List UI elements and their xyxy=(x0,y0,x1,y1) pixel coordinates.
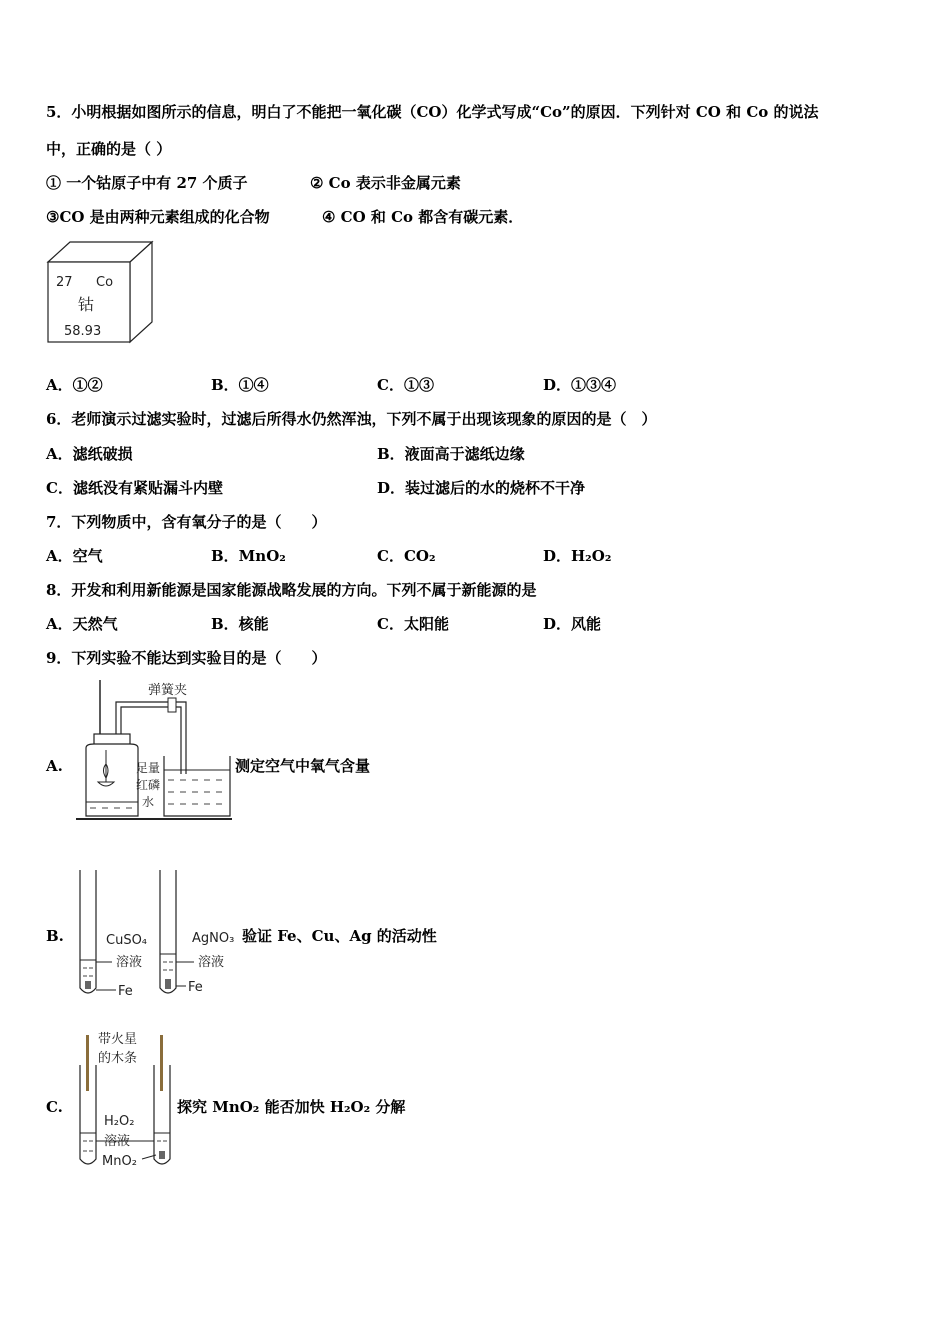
label-phosphorus: 红磷 xyxy=(136,778,161,792)
element-mass: 58.93 xyxy=(64,324,102,339)
q5-option-c[interactable]: C．①③ xyxy=(377,376,434,394)
q6-option-b[interactable]: B．液面高于滤纸边缘 xyxy=(377,445,525,463)
q6-option-a[interactable]: A．滤纸破损 xyxy=(46,445,133,463)
label-splint: 的木条 xyxy=(98,1051,138,1066)
label-water: 水 xyxy=(142,795,155,809)
q5-statement-1: ① 一个钴原子中有 27 个质子 xyxy=(46,174,248,192)
q7-stem: 7．下列物质中，含有氧分子的是（ ） xyxy=(46,513,327,531)
label-agno3: AgNO₃ xyxy=(192,931,235,946)
q5-option-a[interactable]: A．①② xyxy=(46,376,103,394)
label-clip: 弹簧夹 xyxy=(148,683,188,698)
label-solution: 溶液 xyxy=(104,1134,131,1149)
q9-option-b-caption: 验证 Fe、Cu、Ag 的活动性 xyxy=(242,927,437,945)
label-mno2: MnO₂ xyxy=(102,1154,137,1169)
q9-option-c-caption: 探究 MnO₂ 能否加快 H₂O₂ 分解 xyxy=(177,1098,406,1116)
q7-option-b[interactable]: B．MnO₂ xyxy=(211,547,286,565)
q5-statement-2: ② Co 表示非金属元素 xyxy=(310,174,461,192)
q8-stem: 8．开发和利用新能源是国家能源战略发展的方向。下列不属于新能源的是 xyxy=(46,581,537,599)
label-fe-2: Fe xyxy=(188,980,203,995)
q7-option-c[interactable]: C．CO₂ xyxy=(377,547,436,565)
q5-stem-line1: 5．小明根据如图所示的信息，明白了不能把一氧化碳（CO）化学式写成“Co”的原因．下列针对 CO 和 Co 的说法 xyxy=(46,103,819,121)
element-symbol: Co xyxy=(96,275,114,290)
element-card-figure xyxy=(46,240,156,345)
label-glowing: 带火星 xyxy=(98,1032,138,1047)
label-cuso4: CuSO₄ xyxy=(106,933,148,948)
q5-statement-4: ④ CO 和 Co 都含有碳元素． xyxy=(322,208,524,226)
q7-option-d[interactable]: D．H₂O₂ xyxy=(543,547,612,565)
q5-statement-3: ③CO 是由两种元素组成的化合物 xyxy=(46,208,270,226)
q6-option-d[interactable]: D．装过滤后的水的烧杯不干净 xyxy=(377,479,586,497)
element-number: 27 xyxy=(56,275,73,290)
q5-stem-line2: 中，正确的是（ ） xyxy=(46,140,172,158)
q9-option-b-label[interactable]: B. xyxy=(46,927,64,945)
label-solution-2: 溶液 xyxy=(198,955,225,970)
q6-option-c[interactable]: C．滤纸没有紧贴漏斗内壁 xyxy=(46,479,223,497)
label-h2o2: H₂O₂ xyxy=(104,1114,135,1129)
q9-option-a-caption: 测定空气中氧气含量 xyxy=(235,757,371,775)
q8-option-a[interactable]: A．天然气 xyxy=(46,615,118,633)
label-solution-1: 溶液 xyxy=(116,955,143,970)
q9-stem: 9．下列实验不能达到实验目的是（ ） xyxy=(46,649,327,667)
q8-option-c[interactable]: C．太阳能 xyxy=(377,615,449,633)
q5-option-b[interactable]: B．①④ xyxy=(211,376,269,394)
label-fe-1: Fe xyxy=(118,984,133,999)
q7-option-a[interactable]: A．空气 xyxy=(46,547,103,565)
q6-stem: 6．老师演示过滤实验时，过滤后所得水仍然浑浊，下列不属于出现该现象的原因的是（ ） xyxy=(46,410,657,428)
q5-option-d[interactable]: D．①③④ xyxy=(543,376,617,394)
phosphorus-apparatus-figure xyxy=(76,678,236,823)
q9-option-c-label[interactable]: C. xyxy=(46,1098,63,1116)
q8-option-d[interactable]: D．风能 xyxy=(543,615,602,633)
q8-option-b[interactable]: B．核能 xyxy=(211,615,269,633)
element-name: 钴 xyxy=(78,295,95,314)
q9-option-a-label[interactable]: A. xyxy=(46,757,63,775)
label-enough: 足量 xyxy=(136,761,161,775)
metal-activity-figure xyxy=(76,866,241,1002)
mno2-decomposition-figure xyxy=(76,1025,176,1173)
